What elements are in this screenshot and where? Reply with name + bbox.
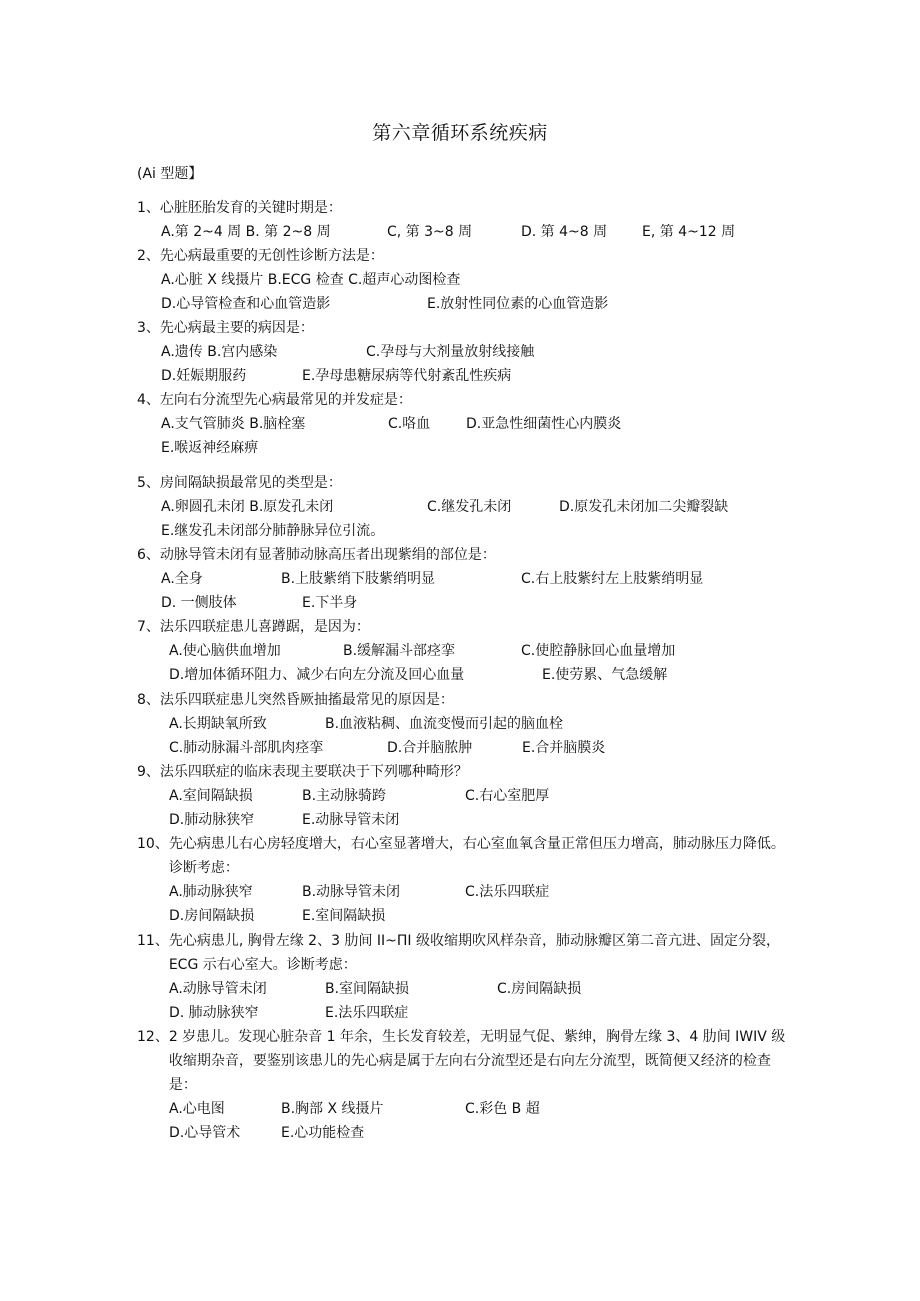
question-stem	[137, 760, 787, 784]
answer-option: C.咯血	[388, 416, 431, 432]
question-number: 1、	[137, 200, 160, 216]
answer-option: E.心功能检查	[281, 1125, 365, 1141]
option-row	[137, 519, 787, 543]
answer-option: C.房间隔缺损	[497, 981, 582, 997]
question-number: 3、	[137, 320, 160, 336]
answer-option: E.继发孔未闭部分肺静脉异位引流。	[161, 523, 385, 539]
question-1	[137, 196, 787, 244]
answer-option: D.心导管检查和心血管造影	[161, 296, 331, 312]
option-row	[137, 1121, 787, 1145]
answer-option: C.继发孔未闭	[427, 499, 512, 515]
option-row	[137, 364, 787, 388]
answer-option: E.喉返神经麻痹	[161, 440, 259, 456]
answer-option: D. 第 4~8 周	[521, 224, 608, 240]
answer-option: A.动脉导管未闭	[169, 981, 267, 997]
answer-option: D.增加体循环阻力、减少右向左分流及回心血量	[169, 667, 465, 683]
answer-option: C, 第 3~8 周	[387, 224, 473, 240]
question-text: 先心病最主要的病因是：	[159, 320, 314, 336]
answer-option: B.室间隔缺损	[325, 981, 410, 997]
answer-option: D. 肺动脉狭窄	[169, 1005, 259, 1021]
question-stem	[137, 1025, 787, 1097]
question-12	[137, 1025, 787, 1145]
answer-option: A.心电图	[169, 1101, 225, 1117]
question-text: 先心病最重要的无创性诊断方法是：	[159, 248, 384, 264]
answer-option: D.房间隔缺损	[169, 908, 255, 924]
question-number: 6、	[137, 547, 160, 563]
question-9	[137, 760, 787, 832]
answer-option: C.法乐四联症	[465, 884, 550, 900]
answer-option: B.缓解漏斗部痉挛	[343, 643, 456, 659]
question-8	[137, 688, 787, 760]
question-stem	[137, 388, 787, 412]
answer-option: A.心脏 X 线摄片 B.ECG 检查 C.超声心动图检查	[161, 272, 461, 288]
option-row	[137, 591, 787, 615]
answer-option: E.合并脑膜炎	[522, 740, 606, 756]
question-number: 8、	[137, 692, 160, 708]
answer-option: D.原发孔未闭加二尖瓣裂缺	[559, 499, 729, 515]
answer-option: A.室间隔缺损	[169, 788, 253, 804]
option-row	[137, 340, 787, 364]
question-text: 先心病患儿, 胸骨左缘 2、3 肋间 II~ПI 级收缩期吹风样杂音，肺动脉瓣区第二音亢进、固定分裂，ECG 示右心室大。诊断考虑：	[168, 933, 780, 973]
question-6	[137, 543, 787, 615]
answer-option: C.使腔静脉回心血量增加	[521, 643, 676, 659]
question-3	[137, 316, 787, 388]
answer-option: B.动脉导管未闭	[302, 884, 401, 900]
question-4	[137, 388, 787, 460]
question-stem	[137, 832, 787, 880]
section-label: (Ai 型题】	[137, 166, 203, 182]
option-row	[137, 292, 787, 316]
answer-option: B.血液粘稠、血流变慢而引起的脑血栓	[325, 716, 564, 732]
answer-option: E.孕母患糖尿病等代射紊乱性疾病	[302, 368, 512, 384]
question-10	[137, 832, 787, 928]
answer-option: A.肺动脉狭窄	[169, 884, 253, 900]
answer-option: E.动脉导管未闭	[302, 812, 400, 828]
answer-option: E.室间隔缺损	[302, 908, 386, 924]
option-row	[137, 808, 787, 832]
option-row	[137, 784, 787, 808]
option-row	[137, 977, 787, 1001]
answer-option: D.合并脑脓肿	[387, 740, 473, 756]
option-row	[137, 268, 787, 292]
question-text: 先心病患儿右心房轻度增大，右心室显著增大，右心室血氧含量正常但压力增高，肺动脉压力降低。诊断考虑：	[168, 836, 785, 876]
question-number: 10、	[137, 836, 169, 852]
option-row	[137, 1097, 787, 1121]
question-7	[137, 615, 787, 687]
option-row	[137, 880, 787, 904]
answer-option: B.主动脉骑跨	[302, 788, 387, 804]
option-row	[137, 412, 787, 436]
option-row	[137, 436, 787, 460]
question-number: 9、	[137, 764, 160, 780]
question-text: 房间隔缺损最常见的类型是：	[159, 475, 342, 491]
question-stem	[137, 471, 787, 495]
question-text: 法乐四联症患儿突然昏厥抽搐最常见的原因是：	[159, 692, 454, 708]
answer-option: A.使心脑供血增加	[169, 643, 281, 659]
answer-option: B.胸部 X 线摄片	[281, 1101, 384, 1117]
question-stem	[137, 615, 787, 639]
answer-option: C.右上肢紫纣左上肢紫绡明显	[521, 571, 704, 587]
question-text: 法乐四联症患儿喜蹲踞，是因为：	[159, 619, 370, 635]
question-stem	[137, 929, 787, 977]
question-5	[137, 471, 787, 543]
question-number: 5、	[137, 475, 160, 491]
option-row	[137, 1001, 787, 1025]
answer-option: E.下半身	[302, 595, 358, 611]
answer-option: A.卵圆孔未闭 B.原发孔未闭	[161, 499, 334, 515]
question-number: 4、	[137, 392, 160, 408]
option-row	[137, 567, 787, 591]
question-11	[137, 929, 787, 1025]
question-number: 2、	[137, 248, 160, 264]
question-stem	[137, 688, 787, 712]
option-row	[137, 712, 787, 736]
option-row	[137, 495, 787, 519]
answer-option: C.右心室肥厚	[465, 788, 550, 804]
answer-option: D.肺动脉狭窄	[169, 812, 255, 828]
chapter-title: 第六章循环系统疾病	[372, 122, 548, 144]
question-number: 12、	[137, 1029, 169, 1045]
answer-option: A.长期缺氧所致	[169, 716, 267, 732]
answer-option: D.心导管术	[169, 1125, 241, 1141]
answer-option: E.使劳累、气急缓解	[542, 667, 668, 683]
question-text: 法乐四联症的临床表现主要联决于下列哪种畸形？	[159, 764, 468, 780]
option-row	[137, 904, 787, 928]
answer-option: A.全身	[161, 571, 203, 587]
answer-option: A.遗传 B.宫内感染	[161, 344, 278, 360]
answer-option: D. 一侧肢体	[161, 595, 237, 611]
question-text: 左向右分流型先心病最常见的并发症是：	[159, 392, 412, 408]
answer-option: D.亚急性细菌性心内膜炎	[466, 416, 622, 432]
answer-option: E, 第 4~12 周	[642, 224, 736, 240]
answer-option: E.放射性同位素的心血管造影	[427, 296, 609, 312]
question-text: 心脏胚胎发育的关键时期是：	[159, 200, 342, 216]
question-number: 7、	[137, 619, 160, 635]
answer-option: A.支气管肺炎 B.脑栓塞	[161, 416, 306, 432]
question-2	[137, 244, 787, 316]
answer-option: D.妊娠期服药	[161, 368, 247, 384]
question-stem	[137, 316, 787, 340]
question-stem	[137, 244, 787, 268]
question-text: 2 岁患儿。发现心脏杂音 1 年余，生长发育较差，无明显气促、紫绅，胸骨左缘 3、4 肋间 IWIV 级收缩期杂音，要鉴别该患儿的先心病是属于左向右分流型还是右向左分流型，既简便又经济的检查是：	[168, 1029, 786, 1093]
question-text: 动脉导管未闭有显著肺动脉高压者出现紫绢的部位是：	[159, 547, 496, 563]
question-stem	[137, 196, 787, 220]
answer-option: C.肺动脉漏斗部肌肉痉挛	[169, 740, 324, 756]
answer-option: B.上肢紫绡下肢紫绡明显	[281, 571, 436, 587]
answer-option: E.法乐四联症	[325, 1005, 409, 1021]
answer-option: C.彩色 B 超	[465, 1101, 540, 1117]
option-row	[137, 639, 787, 663]
question-stem	[137, 543, 787, 567]
option-row	[137, 220, 787, 244]
answer-option: C.孕母与大剂量放射线接触	[366, 344, 535, 360]
answer-option: A.第 2~4 周 B. 第 2~8 周	[161, 224, 331, 240]
question-number: 11、	[137, 933, 169, 949]
option-row	[137, 736, 787, 760]
option-row	[137, 663, 787, 687]
